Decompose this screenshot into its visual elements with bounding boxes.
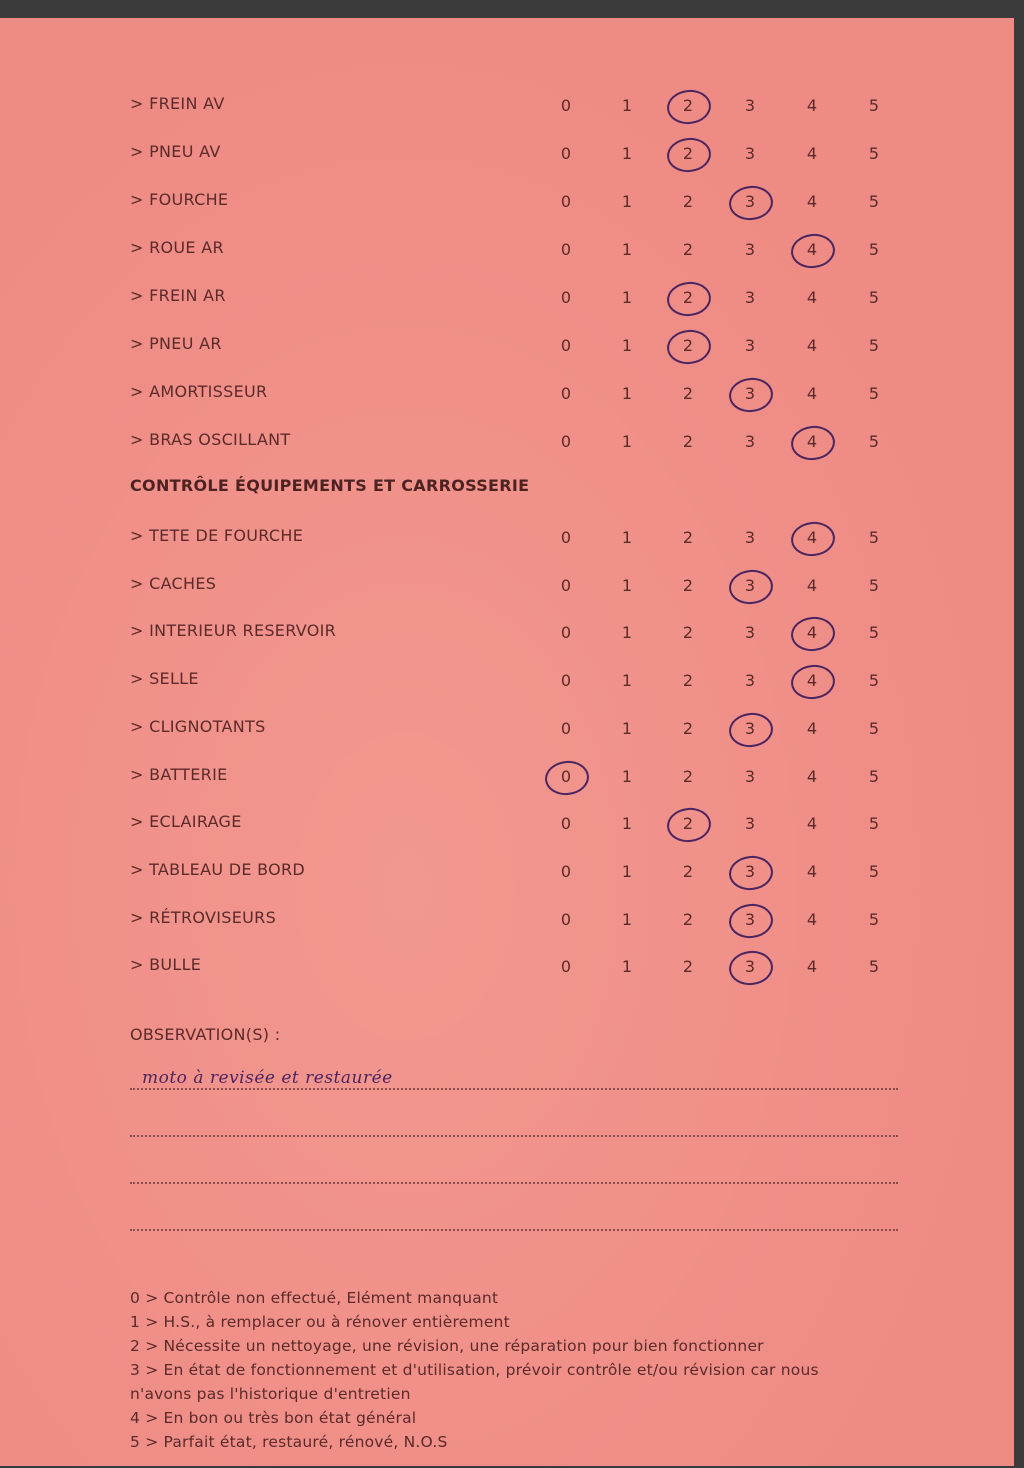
rating-row <box>0 757 1014 797</box>
score-option[interactable]: 1 <box>621 909 633 929</box>
rating-row-label: > INTERIEUR RESERVOIR <box>130 621 337 641</box>
score-option[interactable]: 0 <box>560 336 572 355</box>
rating-row <box>0 566 1014 606</box>
score-selected[interactable]: 4 <box>795 667 829 695</box>
score-option[interactable]: 3 <box>744 288 756 307</box>
score-option[interactable]: 4 <box>806 384 818 403</box>
score-option[interactable]: 1 <box>621 144 633 163</box>
rating-row <box>0 804 1014 844</box>
score-option[interactable]: 2 <box>682 957 694 977</box>
score-option[interactable]: 1 <box>621 575 633 595</box>
score-option[interactable]: 1 <box>621 384 633 403</box>
rating-row-label: > BULLE <box>130 955 202 975</box>
legend-line: 5 > Parfait état, restauré, rénové, N.O.S <box>130 1433 448 1451</box>
score-option[interactable]: 0 <box>560 432 572 451</box>
score-option[interactable]: 5 <box>868 575 880 595</box>
score-option[interactable]: 0 <box>560 144 572 163</box>
score-selected[interactable]: 0 <box>549 763 583 791</box>
rating-row <box>0 852 1014 892</box>
inspection-sheet <box>0 18 1014 1466</box>
legend-line: 2 > Nécessite un nettoyage, une révision, une réparation pour bien fonctionner <box>130 1337 764 1355</box>
score-option[interactable]: 5 <box>868 144 880 163</box>
score-option[interactable]: 5 <box>868 814 880 834</box>
score-selected[interactable]: 4 <box>795 619 829 647</box>
rating-row <box>0 709 1014 749</box>
score-selected[interactable]: 2 <box>671 140 705 168</box>
score-option[interactable]: 4 <box>806 718 818 738</box>
score-option[interactable]: 2 <box>682 528 694 547</box>
rating-row-label: > TETE DE FOURCHE <box>130 526 304 545</box>
score-option[interactable]: 2 <box>682 718 694 738</box>
rating-row <box>0 518 1014 558</box>
observation-line <box>130 1088 898 1090</box>
score-option[interactable]: 2 <box>682 861 694 881</box>
score-option[interactable]: 0 <box>560 575 572 595</box>
score-selected[interactable]: 4 <box>795 236 829 264</box>
score-option[interactable]: 0 <box>560 718 572 738</box>
score-selected[interactable]: 3 <box>733 953 767 981</box>
score-option[interactable]: 0 <box>560 909 572 929</box>
score-option[interactable]: 0 <box>560 384 572 403</box>
rating-row <box>0 613 1014 653</box>
observations-handwritten-note: moto à revisée et restaurée <box>142 1068 393 1088</box>
score-option[interactable]: 5 <box>868 432 880 451</box>
score-option[interactable]: 3 <box>744 240 756 259</box>
rating-row-label: > RÉTROVISEURS <box>130 907 277 927</box>
score-option[interactable]: 1 <box>621 192 633 211</box>
rating-row <box>0 374 1014 414</box>
score-option[interactable]: 5 <box>868 957 880 977</box>
rating-row-label: > CACHES <box>130 573 217 593</box>
score-selected[interactable]: 3 <box>733 188 767 216</box>
score-option[interactable]: 5 <box>868 384 880 403</box>
score-option[interactable]: 0 <box>560 288 572 307</box>
score-option[interactable]: 1 <box>621 240 633 259</box>
rating-row-label: > CLIGNOTANTS <box>130 716 266 736</box>
score-option[interactable]: 2 <box>682 384 694 403</box>
score-option[interactable]: 0 <box>560 240 572 259</box>
score-option[interactable]: 5 <box>868 336 880 355</box>
score-option[interactable]: 0 <box>560 671 572 691</box>
score-selected[interactable]: 2 <box>671 284 705 312</box>
score-option[interactable]: 4 <box>806 957 818 977</box>
score-option[interactable]: 4 <box>806 96 818 115</box>
score-option[interactable]: 1 <box>621 336 633 355</box>
rating-row <box>0 326 1014 366</box>
rating-row <box>0 182 1014 222</box>
score-option[interactable]: 1 <box>621 814 633 834</box>
score-option[interactable]: 1 <box>621 96 633 115</box>
score-option[interactable]: 3 <box>744 432 756 451</box>
rating-row <box>0 947 1014 987</box>
score-selected[interactable]: 2 <box>671 810 705 838</box>
score-option[interactable]: 5 <box>868 861 880 881</box>
score-option[interactable]: 5 <box>868 192 880 211</box>
score-option[interactable]: 2 <box>682 432 694 451</box>
observation-line <box>130 1182 898 1184</box>
score-option[interactable]: 4 <box>806 814 818 834</box>
score-selected[interactable]: 2 <box>671 332 705 360</box>
score-option[interactable]: 5 <box>868 718 880 738</box>
score-option[interactable]: 4 <box>806 144 818 163</box>
score-option[interactable]: 5 <box>868 766 880 786</box>
rating-row <box>0 86 1014 126</box>
score-selected[interactable]: 4 <box>795 524 829 552</box>
score-option[interactable]: 2 <box>682 575 694 595</box>
score-option[interactable]: 3 <box>744 336 756 355</box>
observation-line <box>130 1229 898 1231</box>
rating-row-label: > ROUE AR <box>130 238 224 257</box>
score-option[interactable]: 3 <box>744 96 756 115</box>
rating-row-label: > BATTERIE <box>130 764 228 784</box>
score-option[interactable]: 1 <box>621 528 633 547</box>
legend-line: 1 > H.S., à remplacer ou à rénover entièrement <box>130 1313 510 1331</box>
rating-row <box>0 900 1014 940</box>
score-selected[interactable]: 2 <box>671 92 705 120</box>
score-option[interactable]: 1 <box>621 288 633 307</box>
score-option[interactable]: 1 <box>621 861 633 881</box>
legend-line: 4 > En bon ou très bon état général <box>130 1409 417 1427</box>
rating-legend <box>130 1286 890 1454</box>
score-option[interactable]: 5 <box>868 909 880 929</box>
legend-line: n'avons pas l'historique d'entretien <box>130 1385 411 1403</box>
score-option[interactable]: 4 <box>806 336 818 355</box>
observations-label: OBSERVATION(S) : <box>130 1025 281 1044</box>
score-option[interactable]: 2 <box>682 766 694 786</box>
score-option[interactable]: 4 <box>806 861 818 881</box>
score-option[interactable]: 1 <box>621 623 633 643</box>
score-option[interactable]: 0 <box>560 814 572 834</box>
score-option[interactable]: 5 <box>868 288 880 307</box>
score-option[interactable]: 5 <box>868 240 880 259</box>
rating-row <box>0 661 1014 701</box>
rating-row-label: > BRAS OSCILLANT <box>130 430 291 449</box>
score-option[interactable]: 3 <box>744 528 756 547</box>
rating-row <box>0 422 1014 462</box>
score-option[interactable]: 2 <box>682 192 694 211</box>
rating-row-label: > AMORTISSEUR <box>130 382 268 401</box>
score-option[interactable]: 1 <box>621 432 633 451</box>
score-option[interactable]: 1 <box>621 766 633 786</box>
score-option[interactable]: 1 <box>621 718 633 738</box>
legend-line: 3 > En état de fonctionnement et d'utilisation, prévoir contrôle et/ou révision car nous <box>130 1361 819 1379</box>
rating-row <box>0 230 1014 270</box>
score-selected[interactable]: 4 <box>795 428 829 456</box>
observation-line <box>130 1135 898 1137</box>
score-selected[interactable]: 3 <box>733 858 767 886</box>
rating-row <box>0 278 1014 318</box>
score-option[interactable]: 0 <box>560 861 572 881</box>
score-option[interactable]: 1 <box>621 671 633 691</box>
score-option[interactable]: 3 <box>744 766 756 786</box>
score-selected[interactable]: 3 <box>733 572 767 600</box>
score-option[interactable]: 2 <box>682 240 694 259</box>
score-option[interactable]: 0 <box>560 528 572 547</box>
score-option[interactable]: 5 <box>868 623 880 643</box>
score-option[interactable]: 4 <box>806 288 818 307</box>
score-option[interactable]: 2 <box>682 623 694 643</box>
score-option[interactable]: 4 <box>806 909 818 929</box>
score-option[interactable]: 0 <box>560 957 572 977</box>
rating-row-label: > FREIN AR <box>130 286 226 305</box>
score-option[interactable]: 2 <box>682 909 694 929</box>
rating-row-label: > FOURCHE <box>130 190 229 209</box>
rating-row-label: > FREIN AV <box>130 94 225 113</box>
score-selected[interactable]: 3 <box>733 906 767 934</box>
rating-row-label: > PNEU AR <box>130 334 222 353</box>
score-option[interactable]: 0 <box>560 623 572 643</box>
score-selected[interactable]: 3 <box>733 715 767 743</box>
score-option[interactable]: 5 <box>868 671 880 691</box>
legend-line: 0 > Contrôle non effectué, Elément manquant <box>130 1289 499 1307</box>
score-option[interactable]: 0 <box>560 96 572 115</box>
score-option[interactable]: 4 <box>806 192 818 211</box>
score-option[interactable]: 3 <box>744 623 756 643</box>
score-option[interactable]: 3 <box>744 144 756 163</box>
score-option[interactable]: 1 <box>621 957 633 977</box>
rating-row-label: > PNEU AV <box>130 142 221 161</box>
rating-row-label: > TABLEAU DE BORD <box>130 859 306 879</box>
score-option[interactable]: 5 <box>868 528 880 547</box>
score-option[interactable]: 4 <box>806 575 818 595</box>
rating-row-label: > ECLAIRAGE <box>130 812 242 832</box>
score-option[interactable]: 5 <box>868 96 880 115</box>
score-option[interactable]: 0 <box>560 192 572 211</box>
score-option[interactable]: 3 <box>744 671 756 691</box>
score-option[interactable]: 4 <box>806 766 818 786</box>
rating-row-label: > SELLE <box>130 669 199 689</box>
score-option[interactable]: 3 <box>744 814 756 834</box>
rating-row <box>0 134 1014 174</box>
score-option[interactable]: 2 <box>682 671 694 691</box>
section-title: CONTRÔLE ÉQUIPEMENTS ET CARROSSERIE <box>130 476 530 495</box>
score-selected[interactable]: 3 <box>733 380 767 408</box>
